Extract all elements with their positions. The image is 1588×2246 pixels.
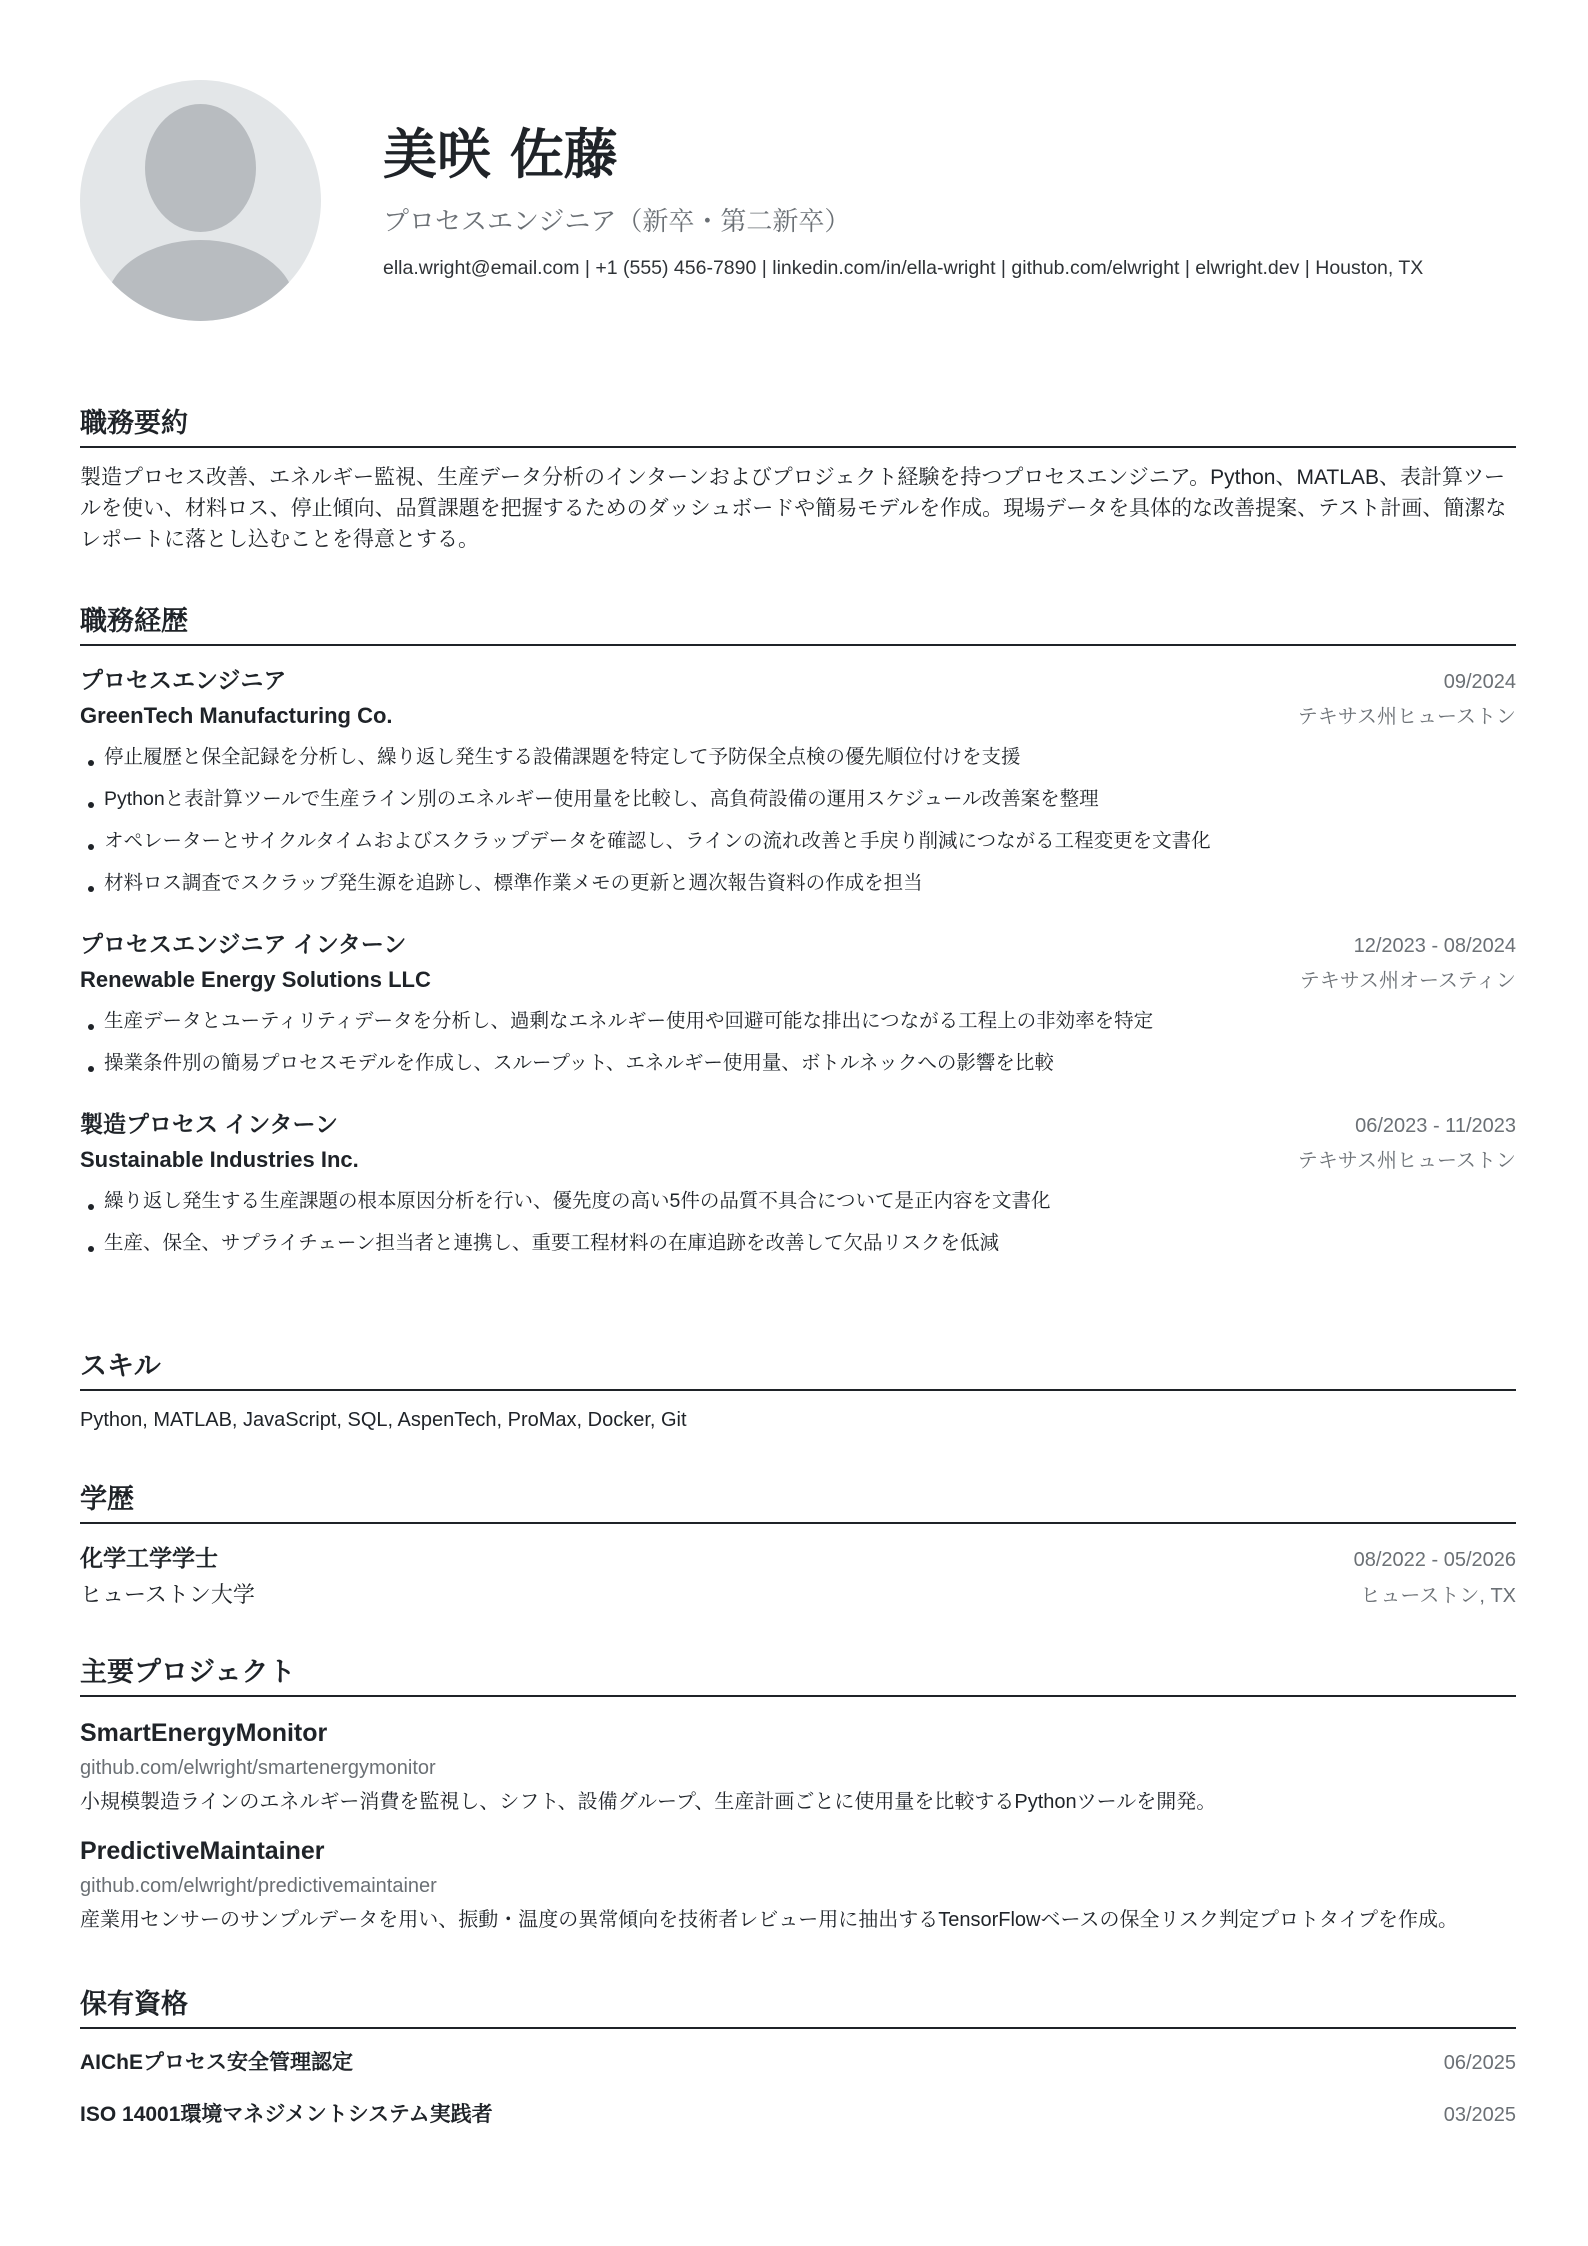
section-title: 主要プロジェクト (80, 1653, 1516, 1697)
job-entry (80, 926, 1516, 1084)
section-title: 学歴 (80, 1480, 1516, 1524)
certification-date: 06/2025 (1443, 2052, 1516, 2074)
experience-section (80, 602, 1516, 1264)
job-title: プロセスエンジニア インターン (80, 931, 407, 957)
project-name: PredictiveMaintainer (80, 1837, 325, 1865)
bullet-item: Pythonと表計算ツールで生産ライン別のエネルギー使用量を比較し、高負荷設備の運用スケジュール改善案を整理 (80, 778, 1516, 820)
job-location: テキサス州ヒューストン (1297, 706, 1516, 728)
contact-line: ella.wright@email.com | +1 (555) 456-7890 | linkedin.com/in/ella-wright | github.com/elwright | elwright.dev | Houston, TX (383, 257, 1424, 279)
person-name: 美咲 佐藤 (383, 122, 618, 186)
job-bullets (80, 1000, 1516, 1084)
job-date: 12/2023 - 08/2024 (1353, 935, 1516, 957)
project-description: 産業用センサーのサンプルデータを用い、振動・温度の異常傾向を技術者レビュー用に抽出するTensorFlowベースの保全リスク判定プロトタイプを作成。 (80, 1909, 1459, 1931)
certifications-section (80, 1985, 1516, 2133)
job-title: プロセスエンジニア (80, 667, 287, 693)
job-company: Renewable Energy Solutions LLC (80, 967, 431, 992)
avatar-body-shape (106, 240, 295, 321)
bullet-item: 生産データとユーティリティデータを分析し、過剰なエネルギー使用や回避可能な排出につながる工程上の非効率を特定 (80, 1000, 1516, 1042)
header (383, 118, 1516, 282)
education-date: 08/2022 - 05/2026 (1353, 1549, 1516, 1571)
bullet-item: オペレーターとサイクルタイムおよびスクラップデータを確認し、ラインの流れ改善と手戻り削減につながる工程変更を文書化 (80, 820, 1516, 862)
section-title: 職務要約 (80, 404, 1516, 448)
bullet-item: 繰り返し発生する生産課題の根本原因分析を行い、優先度の高い5件の品質不具合について是正内容を文書化 (80, 1180, 1516, 1222)
certification-name: ISO 14001環境マネジメントシステム実践者 (80, 2103, 493, 2126)
projects-section (80, 1653, 1516, 1937)
skills-list: Python, MATLAB, JavaScript, SQL, AspenTech, ProMax, Docker, Git (80, 1409, 687, 1431)
education-location: ヒューストン, TX (1360, 1585, 1516, 1607)
job-date: 09/2024 (1443, 671, 1516, 693)
job-entry (80, 662, 1516, 904)
bullet-item: 操業条件別の簡易プロセスモデルを作成し、スループット、エネルギー使用量、ボトルネックへの影響を比較 (80, 1042, 1516, 1084)
job-bullets (80, 1180, 1516, 1264)
skills-section (80, 1347, 1516, 1432)
bullet-item: 材料ロス調査でスクラップ発生源を追跡し、標準作業メモの更新と週次報告資料の作成を担当 (80, 862, 1516, 904)
job-company: GreenTech Manufacturing Co. (80, 703, 393, 728)
bullet-item: 生産、保全、サプライチェーン担当者と連携し、重要工程材料の在庫追跡を改善して欠品リスクを低減 (80, 1222, 1516, 1264)
project-link[interactable]: github.com/elwright/smartenergymonitor (80, 1757, 436, 1779)
project-entry (80, 1715, 1516, 1819)
job-subtitle: プロセスエンジニア（新卒・第二新卒） (383, 206, 851, 236)
certification-entry (80, 2045, 1516, 2081)
avatar (80, 80, 321, 321)
project-name: SmartEnergyMonitor (80, 1719, 328, 1747)
certification-entry (80, 2097, 1516, 2133)
education-section (80, 1480, 1516, 1614)
bullet-item: 停止履歴と保全記録を分析し、繰り返し発生する設備課題を特定して予防保全点検の優先順位付けを支援 (80, 736, 1516, 778)
job-location: テキサス州ヒューストン (1297, 1150, 1516, 1172)
summary-section (80, 404, 1516, 555)
job-location: テキサス州オースティン (1299, 970, 1516, 992)
job-title: 製造プロセス インターン (80, 1111, 339, 1137)
section-title: スキル (80, 1347, 1516, 1391)
summary-text: 製造プロセス改善、エネルギー監視、生産データ分析のインターンおよびプロジェクト経験を持つプロセスエンジニア。Python、MATLAB、表計算ツールを使い、材料ロス、停止傾向、品質課題を把握するためのダッシュボードや簡易モデルを作成。現場データを具体的な改善提案、テスト計画、簡潔なレポートに落とし込むことを得意とする。 (80, 466, 1507, 551)
project-entry (80, 1833, 1516, 1937)
certification-date: 03/2025 (1443, 2104, 1516, 2126)
job-company: Sustainable Industries Inc. (80, 1147, 359, 1172)
section-title: 保有資格 (80, 1985, 1516, 2029)
school: ヒューストン大学 (80, 1582, 255, 1607)
job-entry (80, 1106, 1516, 1264)
job-bullets (80, 736, 1516, 904)
education-entry (80, 1540, 1516, 1614)
project-link[interactable]: github.com/elwright/predictivemaintainer (80, 1875, 437, 1897)
degree: 化学工学学士 (80, 1545, 218, 1571)
job-date: 06/2023 - 11/2023 (1355, 1115, 1516, 1137)
project-description: 小規模製造ラインのエネルギー消費を監視し、シフト、設備グループ、生産計画ごとに使用量を比較するPythonツールを開発。 (80, 1791, 1217, 1813)
avatar-head-shape (145, 104, 256, 232)
section-title: 職務経歴 (80, 602, 1516, 646)
certification-name: AIChEプロセス安全管理認定 (80, 2051, 353, 2074)
